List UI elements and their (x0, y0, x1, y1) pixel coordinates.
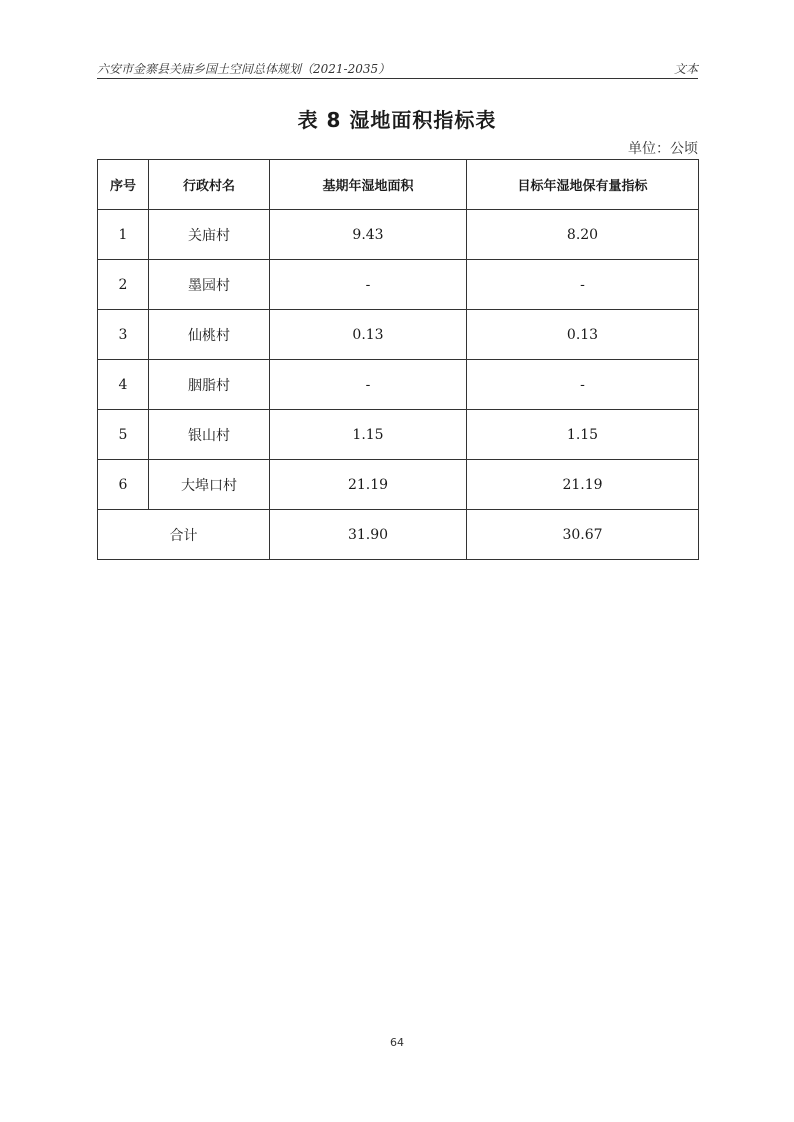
cell-target-area: 0.13 (467, 310, 699, 360)
cell-serial-number: 3 (98, 310, 149, 360)
cell-base-area: - (270, 260, 467, 310)
cell-target-area: 21.19 (467, 460, 699, 510)
cell-base-area: 1.15 (270, 410, 467, 460)
cell-serial-number: 2 (98, 260, 149, 310)
table-row (98, 360, 699, 410)
header-document-title: 六安市金寨县关庙乡国土空间总体规划（2021-2035） (97, 62, 391, 76)
cell-base-area: 9.43 (270, 210, 467, 260)
cell-village-name: 大埠口村 (149, 460, 270, 510)
table-row (98, 210, 699, 260)
cell-total-label: 合计 (98, 510, 270, 560)
page-header (97, 58, 698, 79)
header-base-year-wetland-area: 基期年湿地面积 (270, 160, 467, 210)
page-number: 64 (390, 1036, 404, 1049)
header-section-label: 文本 (673, 62, 698, 76)
table-header-row (98, 160, 699, 210)
table-row (98, 310, 699, 360)
cell-village-name: 胭脂村 (149, 360, 270, 410)
cell-target-area: 8.20 (467, 210, 699, 260)
table-title: 表 8 湿地面积指标表 (297, 108, 497, 132)
table-row (98, 410, 699, 460)
cell-total-base-area: 31.90 (270, 510, 467, 560)
cell-total-target-area: 30.67 (467, 510, 699, 560)
wetland-area-table (97, 159, 699, 560)
cell-village-name: 关庙村 (149, 210, 270, 260)
table-total-row (98, 510, 699, 560)
cell-serial-number: 1 (98, 210, 149, 260)
cell-village-name: 银山村 (149, 410, 270, 460)
cell-target-area: 1.15 (467, 410, 699, 460)
header-village-name: 行政村名 (149, 160, 270, 210)
table-row (98, 260, 699, 310)
cell-base-area: - (270, 360, 467, 410)
cell-village-name: 墨园村 (149, 260, 270, 310)
cell-serial-number: 5 (98, 410, 149, 460)
cell-target-area: - (467, 260, 699, 310)
cell-village-name: 仙桃村 (149, 310, 270, 360)
cell-base-area: 0.13 (270, 310, 467, 360)
header-serial-number: 序号 (98, 160, 149, 210)
cell-target-area: - (467, 360, 699, 410)
header-target-year-wetland-index: 目标年湿地保有量指标 (467, 160, 699, 210)
unit-label: 单位：公顷 (628, 141, 698, 157)
table-row (98, 460, 699, 510)
cell-base-area: 21.19 (270, 460, 467, 510)
cell-serial-number: 6 (98, 460, 149, 510)
cell-serial-number: 4 (98, 360, 149, 410)
